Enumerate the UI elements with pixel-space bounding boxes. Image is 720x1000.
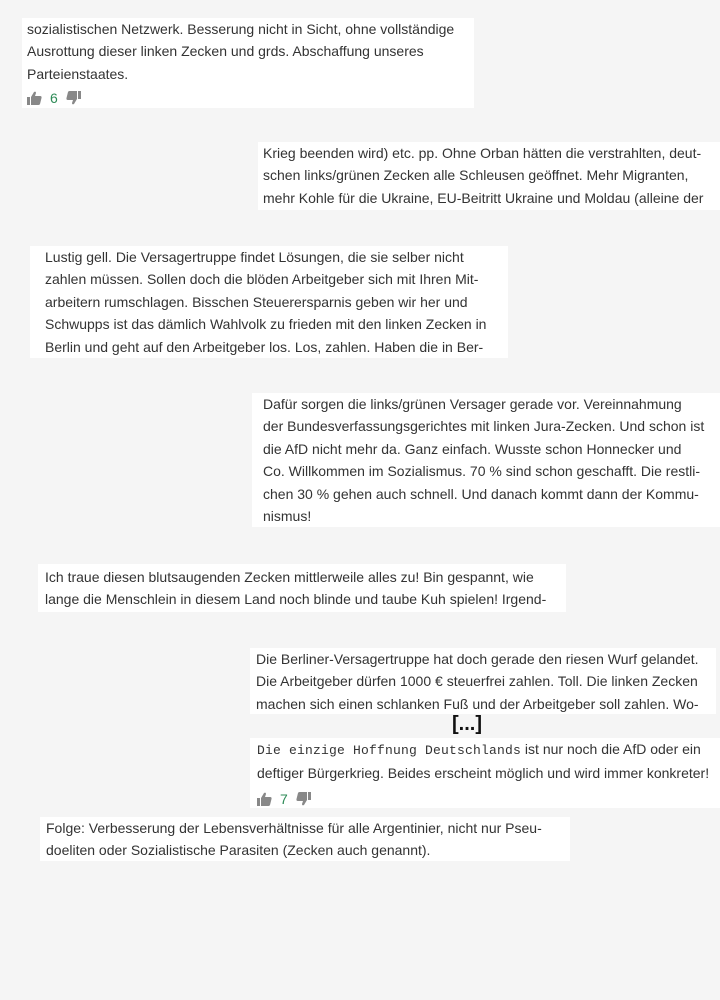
comment-text: ist nur noch die AfD oder ein bbox=[521, 741, 701, 757]
comment-snippet-4 bbox=[252, 393, 720, 527]
comment-line: Berlin und geht auf den Arbeitgeber los. Los, zahlen. Haben die in Ber- bbox=[45, 338, 484, 355]
upvote-count: 7 bbox=[280, 790, 288, 807]
comment-line: Krieg beenden wird) etc. pp. Ohne Orban hätten die verstrahlten, deut- bbox=[263, 145, 702, 161]
comment-line: Lustig gell. Die Versagertruppe findet Lösungen, die sie selber nicht bbox=[45, 249, 464, 265]
comment-line: doeliten oder Sozialistische Parasiten (Zecken auch genannt). bbox=[46, 842, 431, 859]
upvote-count: 6 bbox=[50, 90, 58, 107]
comment-snippet-8 bbox=[40, 817, 570, 861]
comment-snippet-5 bbox=[38, 564, 566, 612]
comment-line: Ich traue diesen blutsaugenden Zecken mittlerweile alles zu! Bin gespannt, wie bbox=[45, 569, 534, 585]
comment-line: nismus! bbox=[263, 508, 312, 525]
comment-line: Dafür sorgen die links/grünen Versager gerade vor. Vereinnahmung bbox=[263, 396, 682, 412]
comment-snippet-6 bbox=[250, 648, 716, 714]
comment-snippet-3 bbox=[30, 246, 508, 358]
comment-line: schen links/grünen Zecken alle Schleusen geöffnet. Mehr Migranten, bbox=[263, 167, 689, 184]
comment-line bbox=[257, 738, 720, 762]
thumbs-up-icon[interactable] bbox=[27, 91, 42, 105]
comment-line: Schwupps ist das dämlich Wahlvolk zu frieden mit den linken Zecken in bbox=[45, 316, 487, 333]
comment-line: Die Arbeitgeber dürfen 1000 € steuerfrei zahlen. Toll. Die linken Zecken bbox=[256, 673, 698, 690]
comment-line: die AfD nicht mehr da. Ganz einfach. Wusste schon Honnecker und bbox=[263, 440, 682, 457]
comment-line: Die Berliner-Versagertruppe hat doch gerade den riesen Wurf gelandet. bbox=[256, 651, 699, 667]
comment-line: arbeitern rumschlagen. Bisschen Steuerersparnis geben wir her und bbox=[45, 293, 468, 310]
comment-line: lange die Menschlein in diesem Land noch blinde und taube Kuh spielen! Irgend- bbox=[45, 591, 547, 608]
comment-line: chen 30 % gehen auch schnell. Und danach kommt dann der Kommu- bbox=[263, 485, 699, 502]
comment-line: mehr Kohle für die Ukraine, EU-Beitritt Ukraine und Moldau (alleine der bbox=[263, 189, 704, 206]
thumbs-down-icon[interactable] bbox=[296, 792, 311, 806]
monospace-text: Die einzige Hoffnung Deutschlands bbox=[257, 743, 522, 758]
comment-line: deftiger Bürgerkrieg. Beides erscheint möglich und wird immer konkreter! bbox=[257, 765, 710, 782]
vote-bar bbox=[257, 789, 720, 809]
comment-line: der Bundesverfassungsgerichtes mit linken Jura-Zecken. Und schon ist bbox=[263, 418, 705, 435]
comment-line: Ausrottung dieser linken Zecken und grds. Abschaffung unseres bbox=[27, 43, 424, 60]
comment-snippet-2 bbox=[258, 142, 720, 210]
thumbs-up-icon[interactable] bbox=[257, 792, 272, 806]
comment-snippet-1 bbox=[22, 18, 474, 108]
comment-line: Folge: Verbesserung der Lebensverhältnisse für alle Argentinier, nicht nur Pseu- bbox=[46, 820, 542, 836]
vote-bar bbox=[27, 88, 474, 108]
comment-snippet-7 bbox=[250, 738, 720, 808]
comment-line: sozialistischen Netzwerk. Besserung nicht in Sicht, ohne vollständige bbox=[27, 21, 455, 37]
comment-line: machen sich einen schlanken Fuß und der Arbeitgeber soll zahlen. Wo- bbox=[256, 695, 699, 712]
comment-line: zahlen müssen. Sollen doch die blöden Arbeitgeber sich mit Ihren Mit- bbox=[45, 271, 479, 288]
thumbs-down-icon[interactable] bbox=[66, 91, 81, 105]
comment-line: Parteienstaates. bbox=[27, 65, 129, 82]
comment-line: Co. Willkommen im Sozialismus. 70 % sind schon geschafft. Die restli- bbox=[263, 463, 701, 480]
omission-marker: [...] bbox=[452, 713, 482, 735]
